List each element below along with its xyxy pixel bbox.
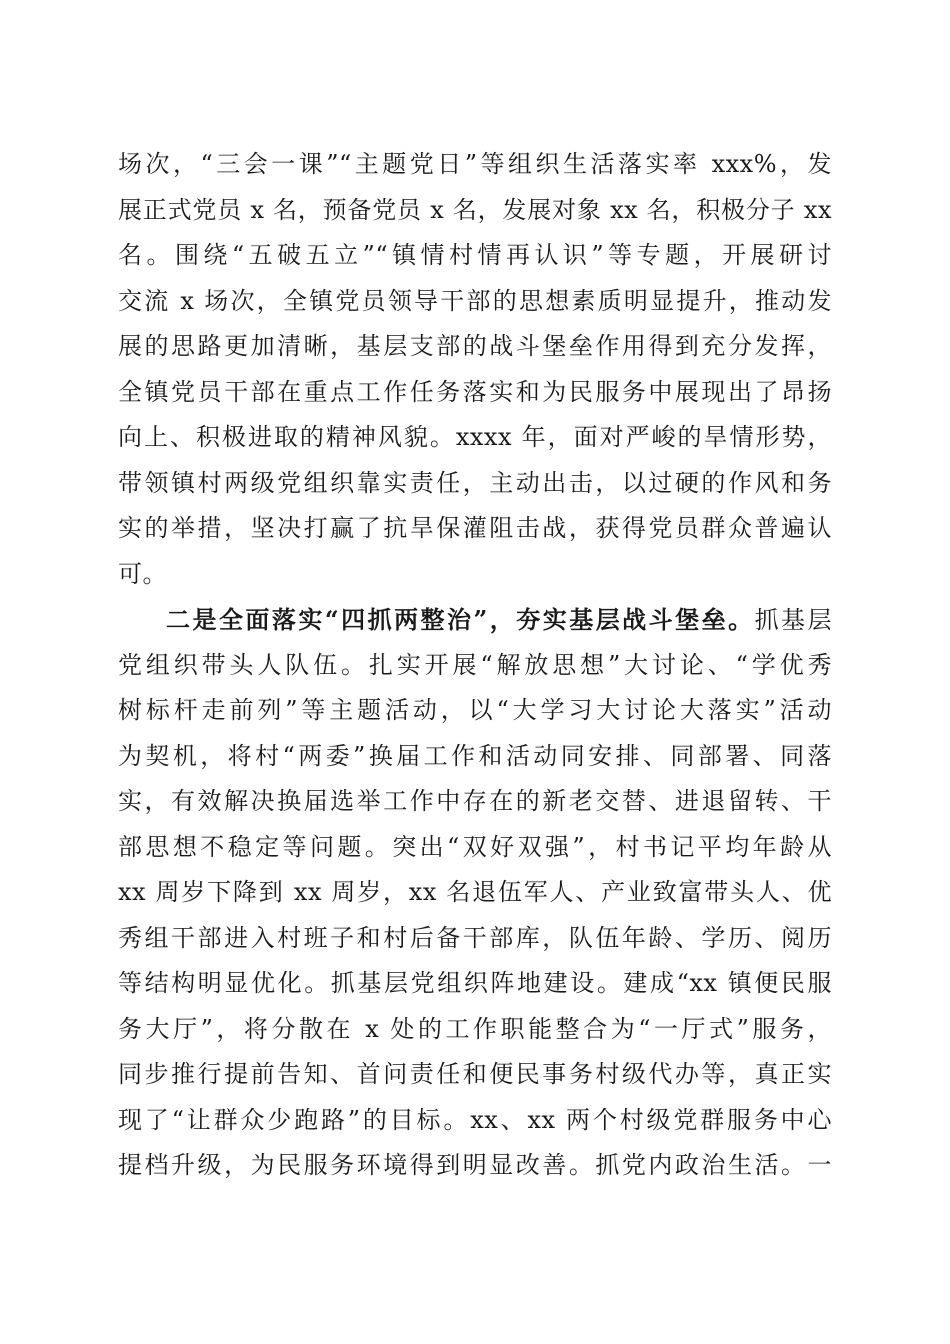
text-line: 带领镇村两级党组织靠实责任，主动出击，以过硬的作风和务	[118, 468, 832, 497]
text-line: 党组织带头人队伍。扎实开展“解放思想”大讨论、“学优秀	[118, 650, 832, 679]
text-line: 可。	[118, 559, 167, 588]
text-line: 树标杆走前列”等主题活动，以“大学习大讨论大落实”活动	[118, 696, 832, 724]
text-line: 交流 x 场次，全镇党员领导干部的思想素质明显提升，推动发	[118, 286, 832, 315]
paragraph-2-first-line	[118, 597, 832, 643]
text-line: 全镇党员干部在重点工作任务落实和为民服务中展现出了昂扬	[118, 377, 832, 406]
paragraph-2	[118, 597, 832, 1189]
text-line: 名。围绕“五破五立”“镇情村情再认识”等专题，开展研讨	[118, 241, 832, 269]
text-line: 秀组干部进入村班子和村后备干部库，队伍年龄、学历、阅历	[118, 923, 832, 952]
text-line: 现了“让群众少跑路”的目标。xx、xx 两个村级党群服务中心	[118, 1105, 832, 1134]
text-line: 展正式党员 x 名，预备党员 x 名，发展对象 xx 名，积极分子 xx	[118, 195, 832, 224]
text-line: 提档升级，为民服务环境得到明显改善。抓党内政治生活。一	[118, 1151, 832, 1179]
text-line: 展的思路更加清晰，基层支部的战斗堡垒作用得到充分发挥，	[118, 332, 832, 360]
text-line: 务大厅”，将分散在 x 处的工作职能整合为“一厅式”服务，	[118, 1014, 832, 1043]
document-body	[118, 142, 832, 1189]
text-line: 实，有效解决换届选举工作中存在的新老交替、进退留转、干	[118, 787, 832, 815]
heading-continuation: 抓基层	[754, 606, 833, 634]
text-line: 同步推行提前告知、首问责任和便民事务村级代办等，真正实	[118, 1060, 832, 1088]
text-line: 等结构明显优化。抓基层党组织阵地建设。建成“xx 镇便民服	[118, 969, 832, 997]
text-line: xx 周岁下降到 xx 周岁，xx 名退伍军人、产业致富带头人、优	[118, 878, 832, 906]
paragraph-heading: 二是全面落实“四抓两整治”，夯实基层战斗堡垒。	[166, 605, 755, 634]
text-line: 实的举措，坚决打赢了抗旱保灌阻击战，获得党员群众普遍认	[118, 514, 832, 542]
text-line: 场次，“三会一课”“主题党日”等组织生活落实率 xxx%，发	[118, 150, 832, 178]
paragraph-1	[118, 142, 832, 597]
text-line: 为契机，将村“两委”换届工作和活动同安排、同部署、同落	[118, 741, 832, 770]
text-line: 部思想不稳定等问题。突出“双好双强”，村书记平均年龄从	[118, 832, 832, 861]
text-line: 向上、积极进取的精神风貌。xxxx 年，面对严峻的旱情形势，	[118, 423, 832, 451]
